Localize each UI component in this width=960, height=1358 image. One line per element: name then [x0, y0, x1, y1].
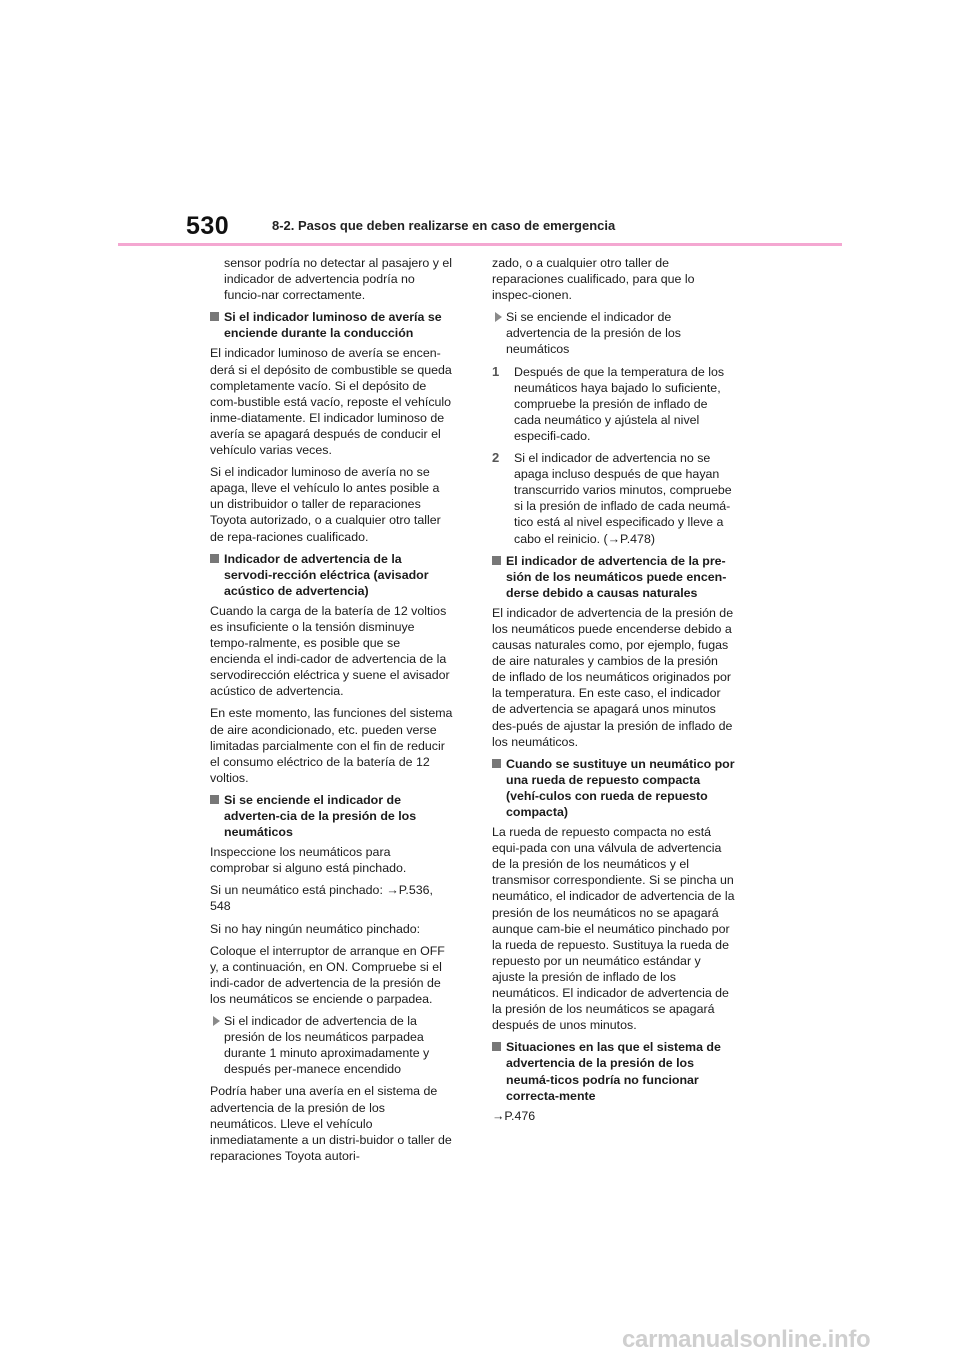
bullet-item: Si se enciende el indicador de advertencia de la presión de los neumáticos — [492, 309, 735, 357]
paragraph: Inspeccione los neumáticos para comprobar si alguno está pinchado. — [210, 845, 407, 876]
paragraph: El indicador de advertencia de la presión de los neumáticos puede encenderse debido a causas naturales como, por ejemplo, fugas de aire naturales y cambios de la presión de inflado de los neumáticos originados por la temperatura. En este caso, el indicador de advertencia se apagará unos minutos des-pués de ajustar la presión de inflado de los neumáticos. — [492, 605, 734, 749]
heading-power-steering-warning: Indicador de advertencia de la servodi-rección eléctrica (avisador acústico de advertencia) — [210, 551, 453, 599]
right-column — [492, 255, 735, 1130]
square-bullet-icon — [492, 1042, 501, 1051]
header-divider — [118, 243, 842, 246]
paragraph: Si no hay ningún neumático pinchado: — [210, 921, 421, 936]
intro-paragraph: sensor podría no detectar al pasajero y el indicador de advertencia podría no funcio-nar correctamente. — [224, 256, 452, 303]
square-bullet-icon — [210, 554, 219, 563]
heading-tire-pressure-warning: Si se enciende el indicador de adverten-cia de la presión de los neumáticos — [210, 792, 453, 840]
square-bullet-icon — [492, 759, 501, 768]
square-bullet-icon — [210, 312, 219, 321]
page-number: 530 — [186, 212, 230, 240]
paragraph: Podría haber una avería en el sistema de advertencia de la presión de los neumáticos. Lleve el vehículo inmediatamente a un distri-buidor o taller de reparaciones Toyota autori- — [210, 1084, 452, 1163]
paragraph-page-reference: Si un neumático está pinchado: →P.536, 548 — [210, 883, 433, 914]
step-2: 2 Si el indicador de advertencia no se apaga incluso después de que hayan transcurrido varios minutos, compruebe si la presión de inflado de cada neumá-tico está al nivel especificado y lleve a cabo el reinicio. (→P.478) — [492, 450, 732, 546]
paragraph: Si el indicador luminoso de avería no se apaga, lleve el vehículo lo antes posible a un distribuidor o taller de reparaciones Toyota autorizado, o a cualquier otro taller de repa-raciones cualificado. — [210, 465, 441, 544]
square-bullet-icon — [492, 556, 501, 565]
step-number: 2 — [492, 450, 500, 466]
triangle-bullet-icon — [495, 312, 502, 322]
step-number: 1 — [492, 363, 500, 379]
page-reference-link[interactable]: →P.476 — [492, 1108, 536, 1123]
heading-natural-causes: El indicador de advertencia de la pre-sión de los neumáticos puede encen-derse debido a causas naturales — [492, 553, 735, 601]
section-title: 8-2. Pasos que deben realizarse en caso de emergencia — [272, 218, 616, 233]
paragraph: El indicador luminoso de avería se encen-derá si el depósito de combustible se queda completamente vacío. Si el depósito de com-bustible está vacío, reposte el vehículo inme-diatamente. El indicador luminoso de avería se apagará después de conducir el vehículo varias veces. — [210, 346, 452, 458]
paragraph: Cuando la carga de la batería de 12 voltios es insuficiente o la tensión disminuye tempo-ralmente, es posible que se encienda el indi-cador de advertencia de la servodirección eléctrica y suene el avisador acústico de advertencia. — [210, 603, 450, 699]
paragraph-continued: zado, o a cualquier otro taller de reparaciones cualificado, para que lo inspec-cionen. — [492, 256, 695, 303]
triangle-bullet-icon — [213, 1016, 220, 1026]
watermark-logo: carmanualsonline.info — [622, 1326, 871, 1353]
heading-compact-spare-tire: Cuando se sustituye un neumático por una rueda de repuesto compacta (vehí-culos con rueda de repuesto compacta) — [492, 756, 735, 820]
square-bullet-icon — [210, 795, 219, 804]
heading-malfunction-indicator: Si el indicador luminoso de avería se enciende durante la conducción — [210, 309, 453, 341]
heading-system-may-not-work: Situaciones en las que el sistema de advertencia de la presión de los neumá-ticos podría no funcionar correcta-mente — [492, 1039, 735, 1103]
bullet-item: Si el indicador de advertencia de la presión de los neumáticos parpadea durante 1 minuto aproximadamente y después per-manece encendido — [210, 1013, 453, 1077]
left-column — [210, 255, 453, 1170]
paragraph: Coloque el interruptor de arranque en OFF y, a continuación, en ON. Compruebe si el indi-cador de advertencia de la presión de los neumáticos se enciende o parpadea. — [210, 943, 445, 1006]
paragraph: En este momento, las funciones del sistema de aire acondicionado, etc. pueden verse limitadas parcialmente con el fin de reducir el consumo eléctrico de la batería de 12 voltios. — [210, 706, 453, 785]
paragraph: La rueda de repuesto compacta no está equi-pada con una válvula de advertencia de la presión de los neumáticos y el transmisor correspondiente. Si se pincha un neumático, el indicador de advertencia de la presión de los neumáticos no se apagará aunque cam-bie el neumático pinchado por la rueda de repuesto. Sustituya la rueda de repuesto por un neumático estándar y ajuste la presión de inflado de los neumáticos. El indicador de advertencia de la presión de los neumáticos se apagará después de unos minutos. — [492, 825, 735, 1033]
step-1: 1 Después de que la temperatura de los neumáticos haya bajado lo suficiente, compruebe la presión de inflado de cada neumático y ajústela al nivel especifi-cado. — [492, 363, 725, 443]
